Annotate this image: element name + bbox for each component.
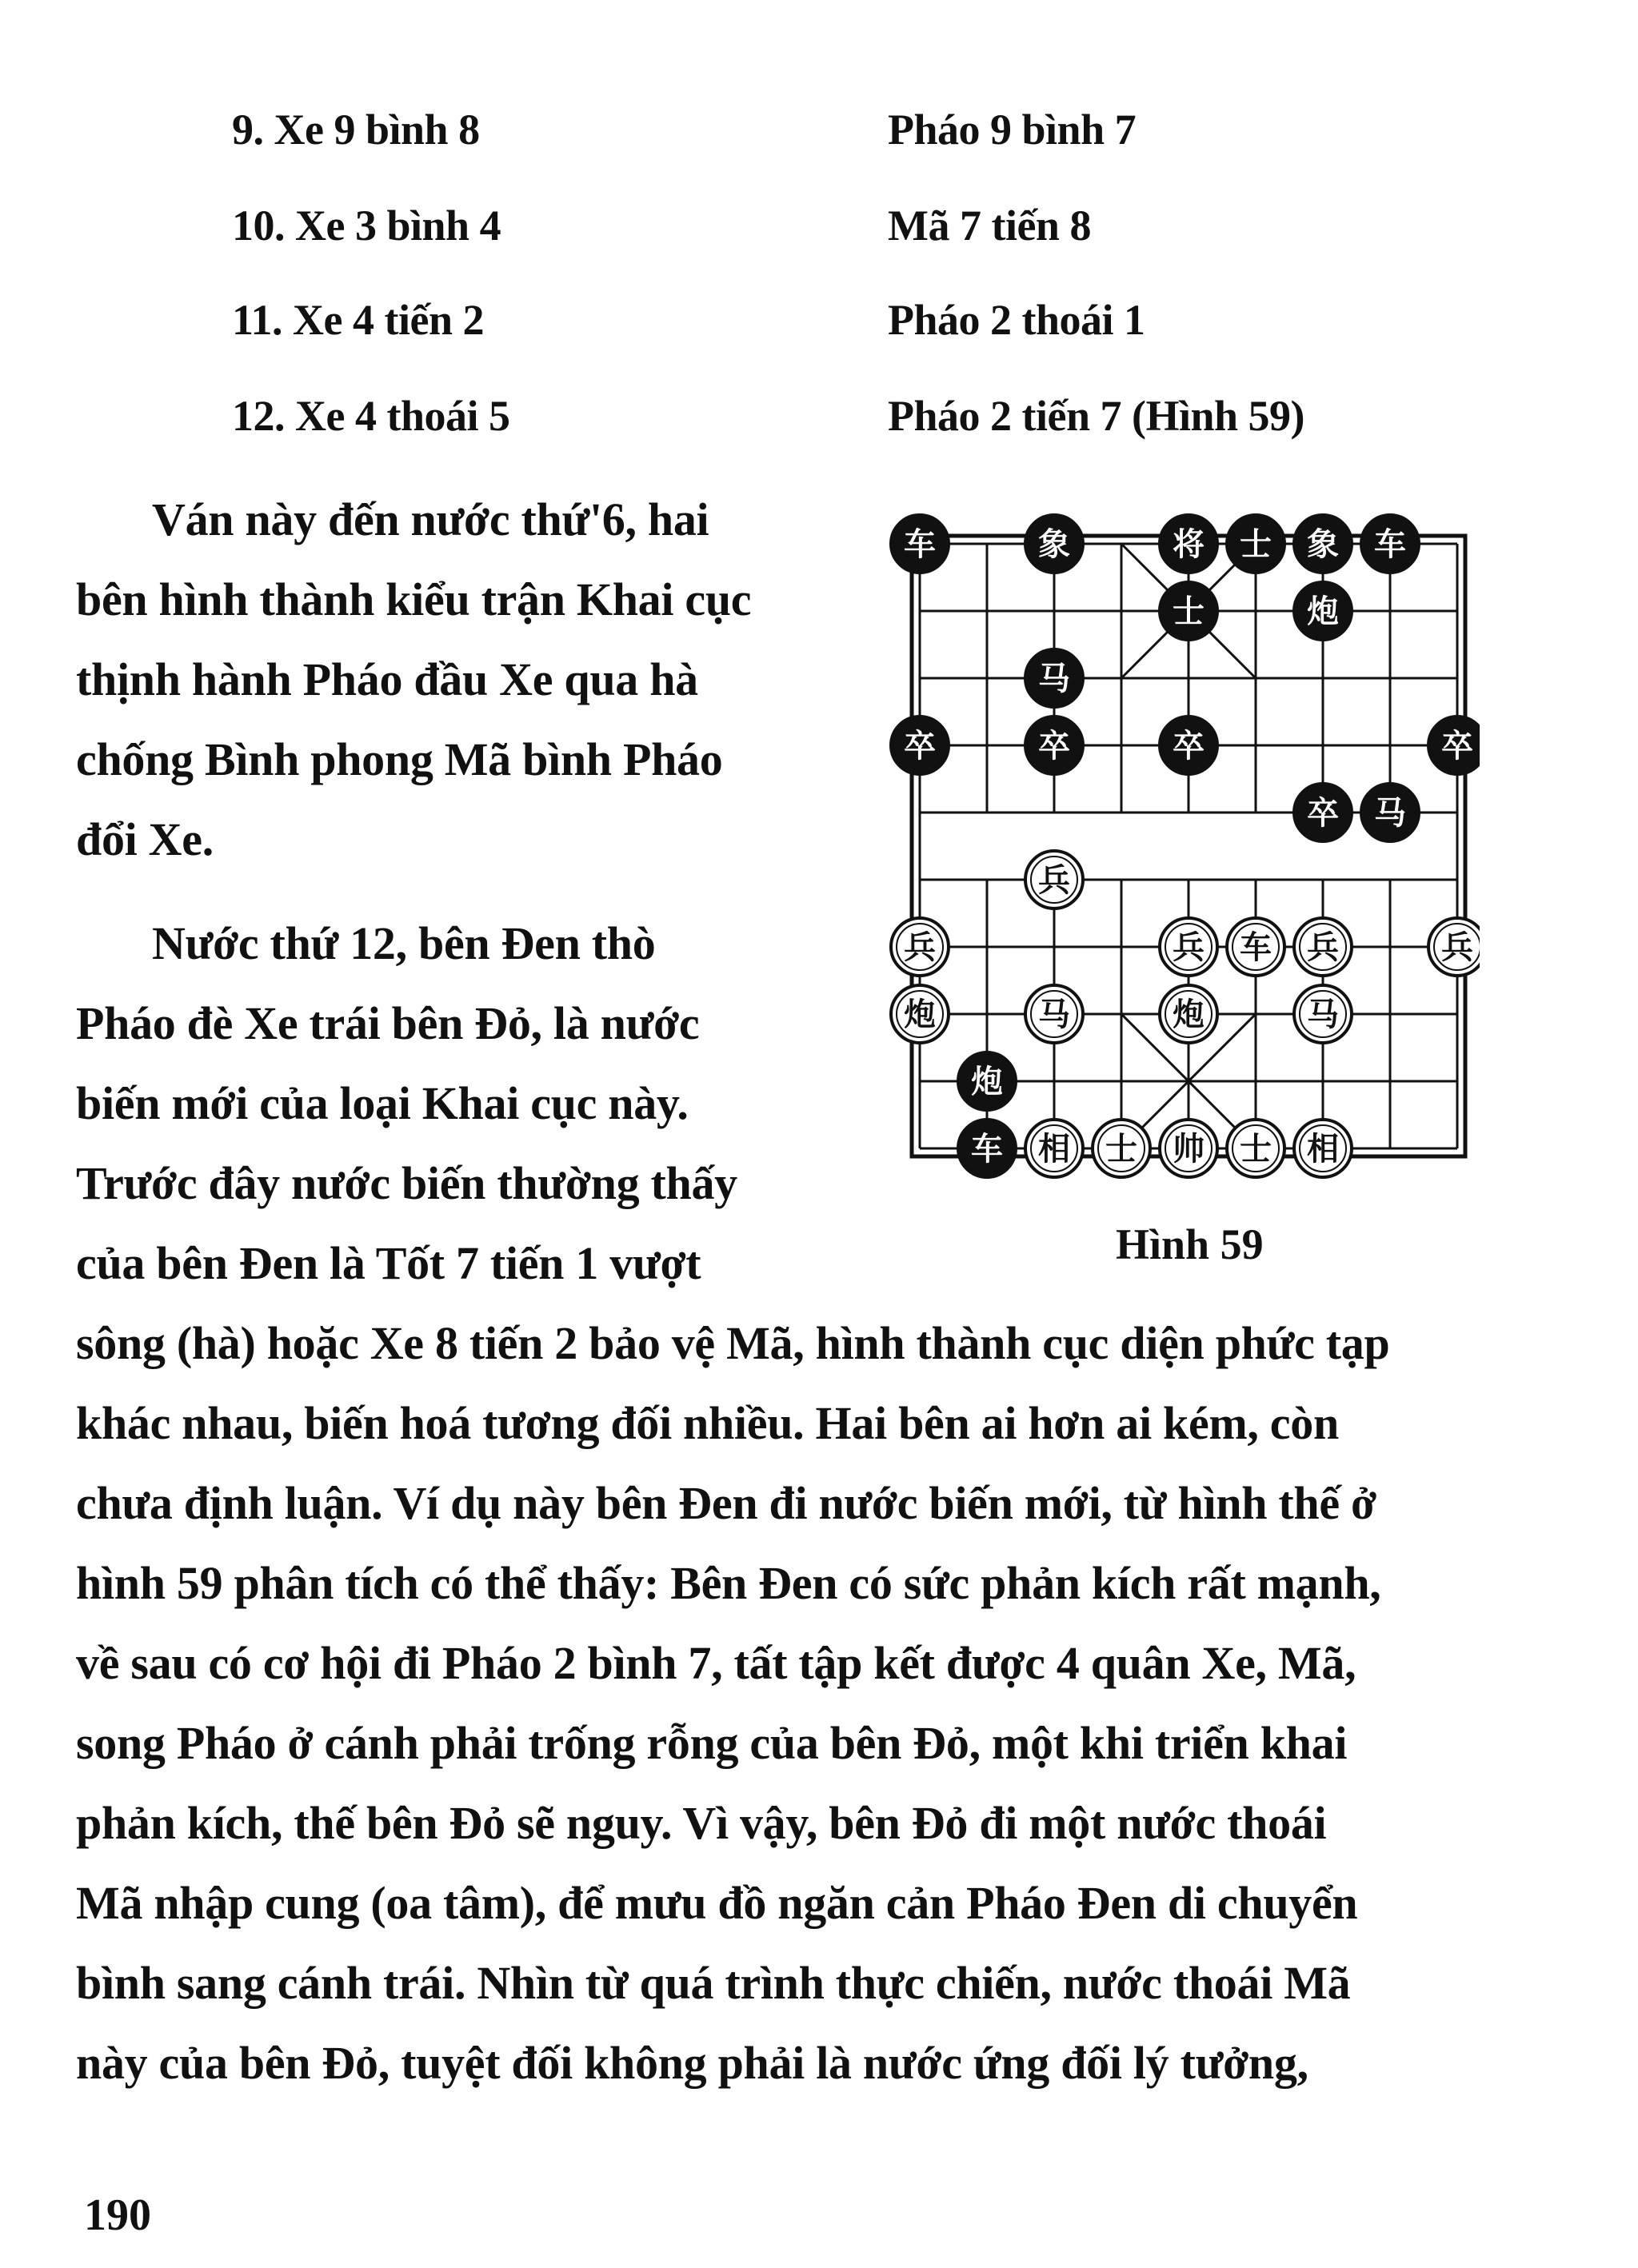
- piece-black-label: 车: [1374, 526, 1406, 563]
- piece-black-label: 卒: [1307, 795, 1339, 832]
- piece-red-label: 士: [1105, 1131, 1137, 1168]
- body-line-6: song Pháo ở cánh phải trống rỗng của bên Đỏ, một khi triển khai: [76, 1717, 1348, 1769]
- piece-black-label: 象: [1307, 526, 1339, 563]
- piece-red-label: 兵: [1441, 929, 1473, 966]
- piece-red-label: 车: [1240, 929, 1272, 966]
- piece-red-label: 兵: [1173, 929, 1205, 966]
- figure-caption: Hình 59: [1116, 1220, 1264, 1268]
- piece-red-label: 帅: [1173, 1131, 1205, 1168]
- piece-black-label: 士: [1173, 593, 1205, 630]
- move-11-black: Pháo 2 thoái 1: [888, 296, 1145, 344]
- piece-black-label: 象: [1038, 526, 1070, 563]
- intro-line-1: Ván này đến nước thứ'6, hai: [152, 493, 709, 545]
- body-line-1: sông (hà) hoặc Xe 8 tiến 2 bảo vệ Mã, hình thành cục diện phức tạp: [76, 1317, 1390, 1369]
- piece-black-label: 炮: [971, 1064, 1003, 1100]
- piece-black-label: 炮: [1307, 593, 1339, 630]
- page-number: 190: [84, 2190, 151, 2240]
- piece-black-label: 卒: [1038, 728, 1070, 765]
- piece-red-label: 炮: [904, 996, 936, 1033]
- piece-black-label: 车: [904, 526, 936, 563]
- body-line-9: bình sang cánh trái. Nhìn từ quá trình thực chiến, nước thoái Mã: [76, 1957, 1351, 2009]
- side-line-1: Nước thứ 12, bên Đen thò: [152, 917, 656, 969]
- body-line-5: về sau có cơ hội đi Pháo 2 bình 7, tất tập kết được 4 quân Xe, Mã,: [76, 1637, 1356, 1689]
- piece-black-label: 将: [1173, 526, 1205, 563]
- piece-black-label: 士: [1240, 526, 1272, 563]
- move-10-red: 10. Xe 3 bình 4: [232, 202, 501, 250]
- side-line-4: Trước đây nước biến thường thấy: [76, 1157, 737, 1209]
- move-12-black: Pháo 2 tiến 7 (Hình 59): [888, 392, 1305, 440]
- piece-red-label: 炮: [1173, 996, 1205, 1033]
- move-9-black: Pháo 9 bình 7: [888, 106, 1137, 154]
- intro-line-2: bên hình thành kiểu trận Khai cục: [76, 573, 752, 625]
- body-line-3: chưa định luận. Ví dụ này bên Đen đi nước biến mới, từ hình thế ở: [76, 1477, 1376, 1529]
- body-line-10: này của bên Đỏ, tuyệt đối không phải là nước ứng đối lý tưởng,: [76, 2037, 1308, 2089]
- body-line-4: hình 59 phân tích có thể thấy: Bên Đen có sức phản kích rất mạnh,: [76, 1557, 1381, 1609]
- body-line-2: khác nhau, biến hoá tương đối nhiều. Hai bên ai hơn ai kém, còn: [76, 1397, 1339, 1449]
- intro-line-3: thịnh hành Pháo đầu Xe qua hà: [76, 653, 698, 705]
- piece-red-label: 相: [1038, 1131, 1070, 1168]
- piece-black-label: 马: [1374, 795, 1406, 832]
- intro-line-4: chống Bình phong Mã bình Pháo: [76, 733, 723, 785]
- side-line-3: biến mới của loại Khai cục này.: [76, 1077, 689, 1129]
- piece-red-label: 士: [1240, 1131, 1272, 1168]
- move-12-red: 12. Xe 4 thoái 5: [232, 392, 510, 440]
- piece-red-label: 兵: [904, 929, 936, 966]
- move-11-red: 11. Xe 4 tiến 2: [232, 296, 484, 344]
- piece-black-label: 卒: [1441, 728, 1473, 765]
- xiangqi-board: [872, 504, 1480, 1192]
- body-line-8: Mã nhập cung (oa tâm), để mưu đồ ngăn cản Pháo Đen di chuyển: [76, 1877, 1358, 1929]
- side-line-2: Pháo đè Xe trái bên Đỏ, là nước: [76, 997, 700, 1049]
- side-line-5: của bên Đen là Tốt 7 tiến 1 vượt: [76, 1237, 701, 1289]
- intro-line-5: đổi Xe.: [76, 813, 214, 865]
- piece-black-label: 车: [971, 1131, 1003, 1168]
- piece-red-label: 兵: [1038, 862, 1070, 899]
- body-line-7: phản kích, thế bên Đỏ sẽ nguy. Vì vậy, bên Đỏ đi một nước thoái: [76, 1797, 1327, 1849]
- move-9-red: 9. Xe 9 bình 8: [232, 106, 480, 154]
- piece-black-label: 马: [1038, 661, 1070, 697]
- piece-red-label: 马: [1307, 996, 1339, 1033]
- move-10-black: Mã 7 tiến 8: [888, 202, 1091, 250]
- piece-black-label: 卒: [1173, 728, 1205, 765]
- piece-red-label: 马: [1038, 996, 1070, 1033]
- piece-red-label: 相: [1307, 1131, 1339, 1168]
- piece-red-label: 兵: [1307, 929, 1339, 966]
- piece-black-label: 卒: [904, 728, 936, 765]
